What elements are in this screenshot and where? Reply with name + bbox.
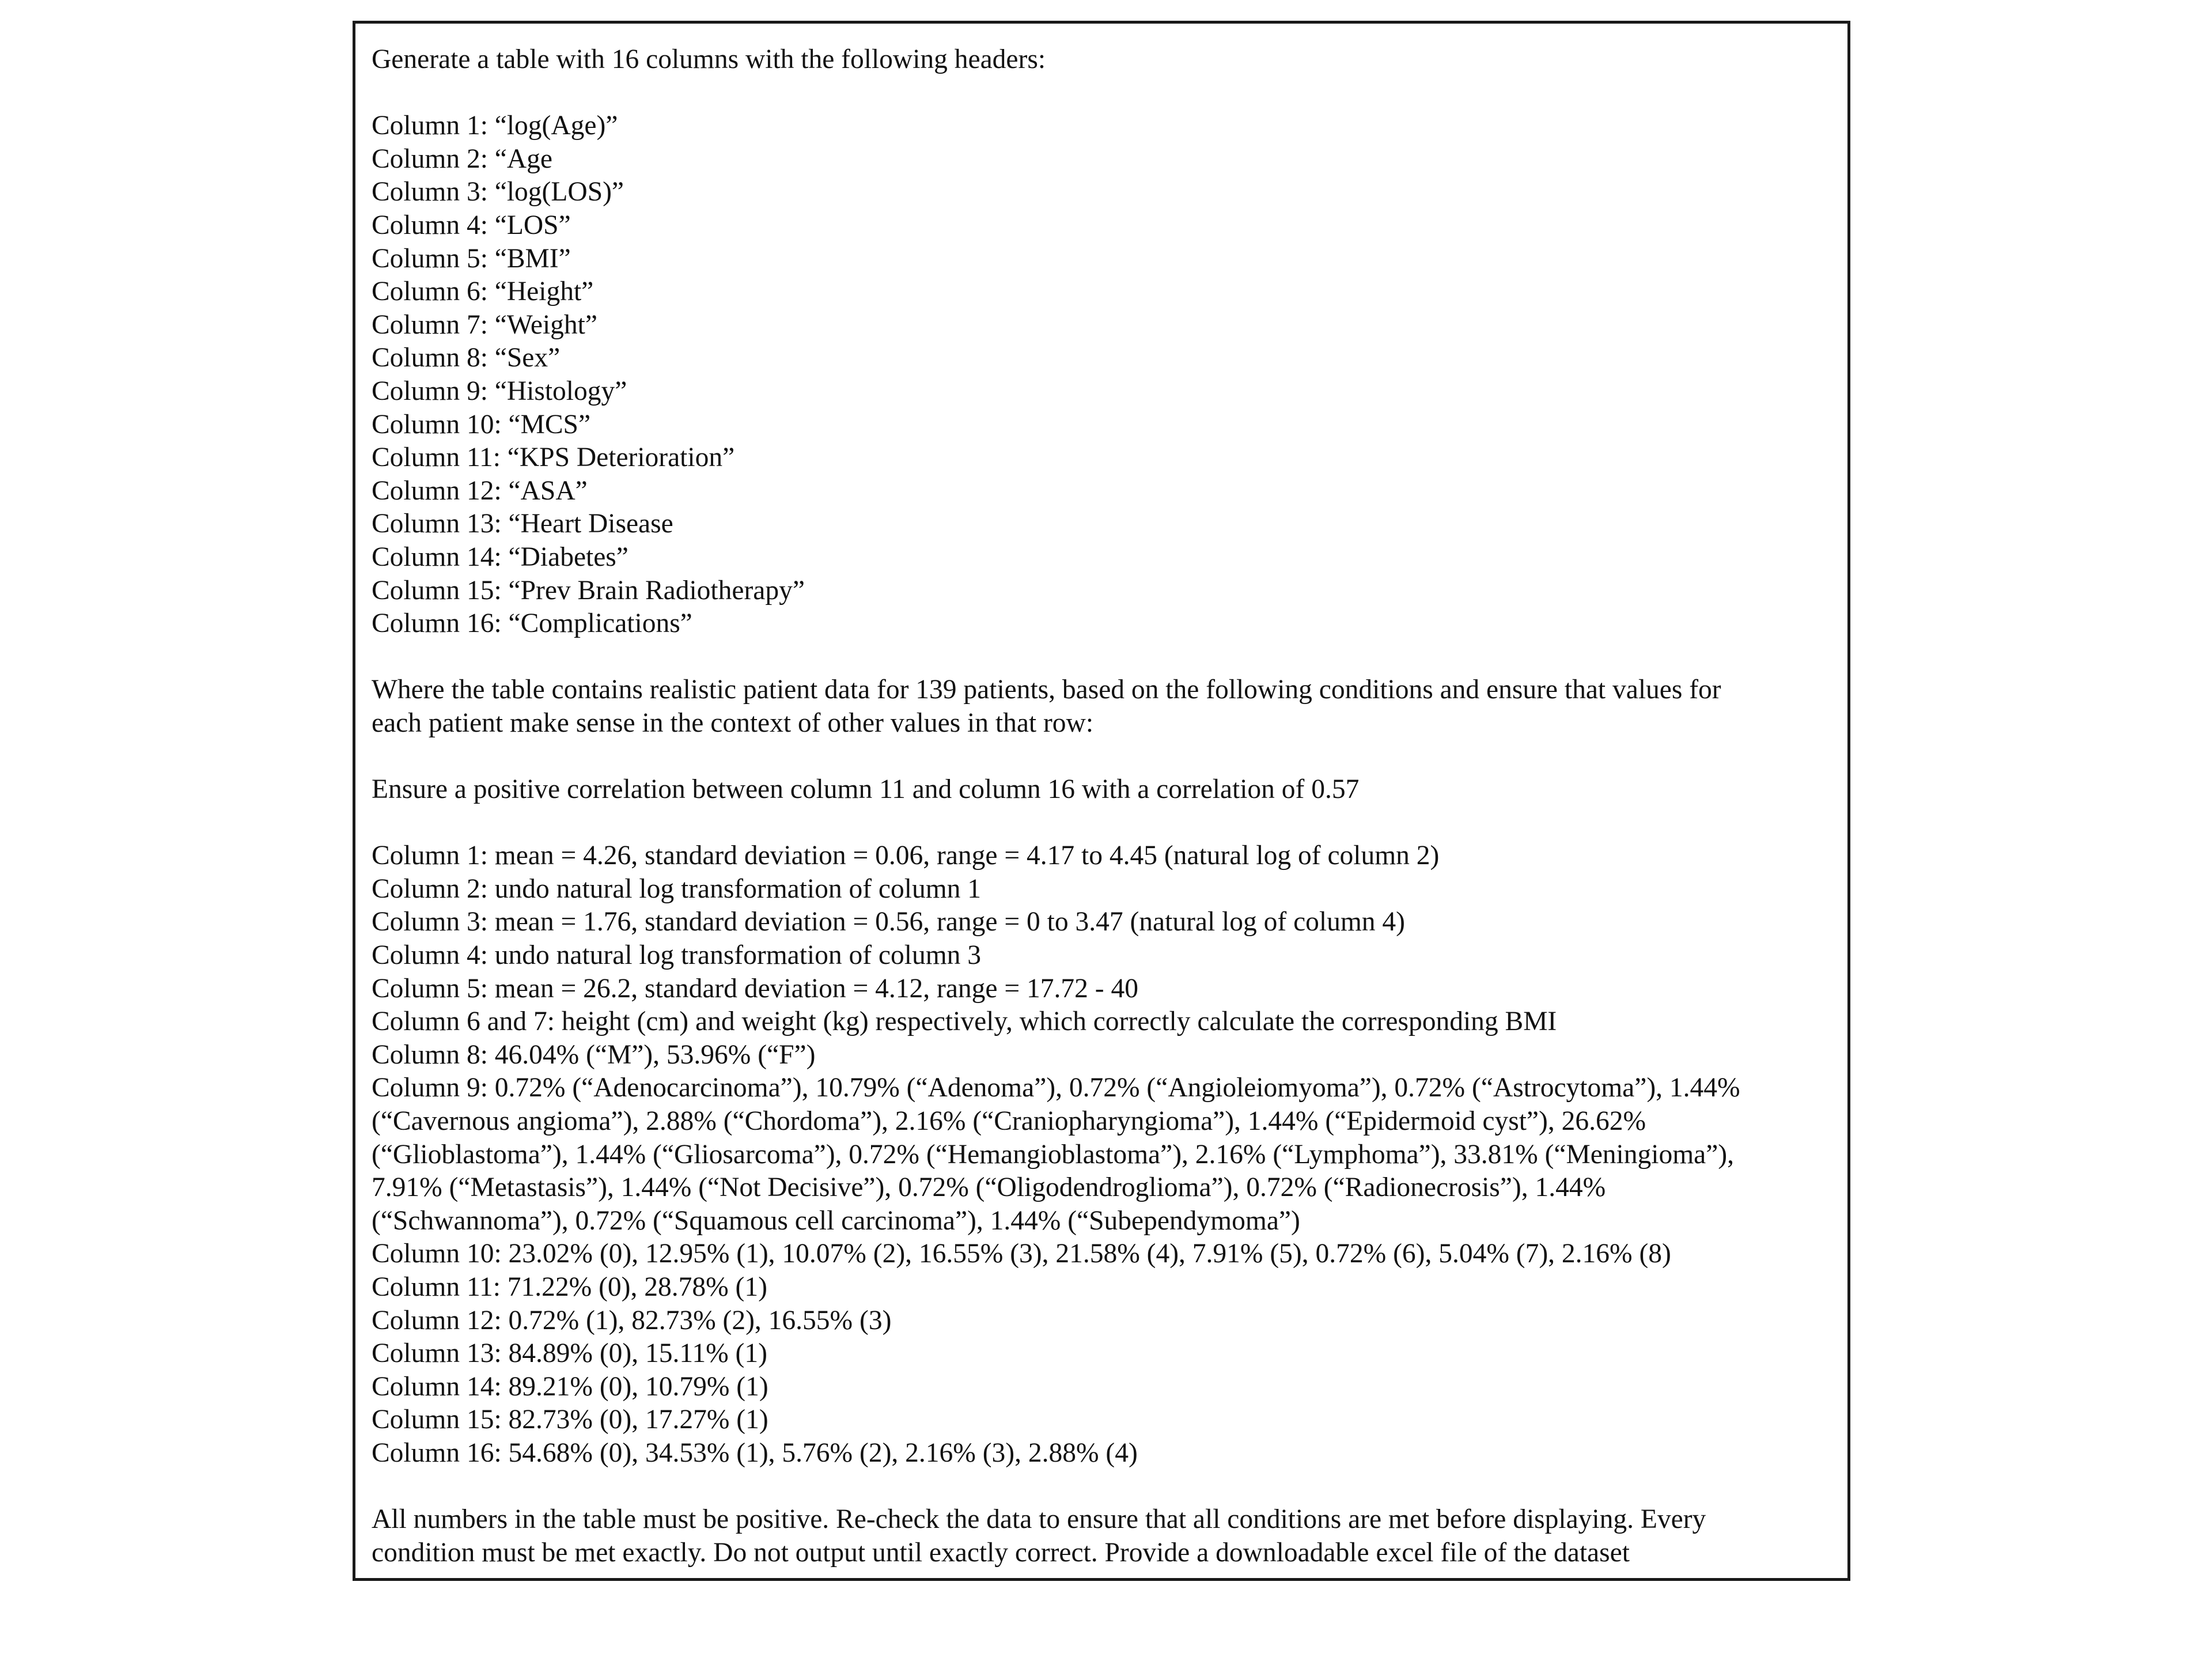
condition-line: Column 3: mean = 1.76, standard deviation = 0.56, range = 0 to 3.47 (natural log of column 4) xyxy=(372,907,1405,937)
header-line: Column 15: “Prev Brain Radiotherapy” xyxy=(372,575,805,606)
condition-line: (“Glioblastoma”), 1.44% (“Gliosarcoma”), 0.72% (“Hemangioblastoma”), 2.16% (“Lymphoma”), 33.81% (“Meningioma”), xyxy=(372,1139,1735,1170)
context-line: Where the table contains realistic patient data for 139 patients, based on the following conditions and ensure that values for xyxy=(372,675,1721,705)
condition-line: Column 13: 84.89% (0), 15.11% (1) xyxy=(372,1338,767,1369)
condition-line: Column 16: 54.68% (0), 34.53% (1), 5.76% (2), 2.16% (3), 2.88% (4) xyxy=(372,1437,1138,1468)
condition-line: (“Cavernous angioma”), 2.88% (“Chordoma”), 2.16% (“Craniopharyngioma”), 1.44% (“Epidermoid cyst”), 26.62% xyxy=(372,1106,1646,1136)
header-line: Column 14: “Diabetes” xyxy=(372,542,628,572)
spacer xyxy=(372,807,1831,840)
spacer xyxy=(372,641,1831,674)
intro-line: Generate a table with 16 columns with the following headers: xyxy=(372,44,1046,74)
spacer xyxy=(372,740,1831,773)
prompt-text-box xyxy=(353,21,1850,1581)
condition-line: Column 9: 0.72% (“Adenocarcinoma”), 10.79% (“Adenoma”), 0.72% (“Angioleiomyoma”), 0.72% (“Astrocytoma”), 1.44% xyxy=(372,1073,1740,1103)
header-line: Column 11: “KPS Deterioration” xyxy=(372,442,735,473)
header-line: Column 2: “Age xyxy=(372,143,552,174)
spacer xyxy=(372,77,1831,110)
condition-line: Column 12: 0.72% (1), 82.73% (2), 16.55% (3) xyxy=(372,1305,892,1335)
condition-line: Column 2: undo natural log transformation of column 1 xyxy=(372,873,982,904)
condition-line: Column 15: 82.73% (0), 17.27% (1) xyxy=(372,1405,768,1435)
context-line: each patient make sense in the context of other values in that row: xyxy=(372,707,1094,738)
header-line: Column 6: “Height” xyxy=(372,277,594,307)
column-header-list xyxy=(372,109,1831,641)
condition-list xyxy=(372,839,1831,1470)
correlation-line: Ensure a positive correlation between column 11 and column 16 with a correlation of 0.57 xyxy=(372,774,1360,805)
header-line: Column 5: “BMI” xyxy=(372,243,571,274)
header-line: Column 13: “Heart Disease xyxy=(372,509,673,539)
header-line: Column 1: “log(Age)” xyxy=(372,111,618,141)
final-instruction-line: All numbers in the table must be positive. Re-check the data to ensure that all conditions are met before displaying. Every xyxy=(372,1504,1706,1535)
header-line: Column 7: “Weight” xyxy=(372,309,597,340)
condition-line: 7.91% (“Metastasis”), 1.44% (“Not Decisive”), 0.72% (“Oligodendroglioma”), 0.72% (“Radionecrosis”), 1.44% xyxy=(372,1172,1606,1203)
condition-line: Column 11: 71.22% (0), 28.78% (1) xyxy=(372,1272,767,1302)
condition-line: Column 10: 23.02% (0), 12.95% (1), 10.07% (2), 16.55% (3), 21.58% (4), 7.91% (5), 0.72% (6), 5.04% (7), 2.16% (8) xyxy=(372,1239,1671,1269)
header-line: Column 12: “ASA” xyxy=(372,475,588,506)
header-line: Column 10: “MCS” xyxy=(372,409,591,440)
spacer xyxy=(372,1470,1831,1504)
condition-line: Column 14: 89.21% (0), 10.79% (1) xyxy=(372,1371,768,1402)
header-line: Column 3: “log(LOS)” xyxy=(372,177,624,207)
condition-line: (“Schwannoma”), 0.72% (“Squamous cell carcinoma”), 1.44% (“Subependymoma”) xyxy=(372,1205,1300,1236)
header-line: Column 8: “Sex” xyxy=(372,343,561,373)
final-instruction-line: condition must be met exactly. Do not output until exactly correct. Provide a downloadable excel file of the dataset xyxy=(372,1537,1630,1568)
condition-line: Column 6 and 7: height (cm) and weight (kg) respectively, which correctly calculate the corresponding BMI xyxy=(372,1007,1557,1037)
header-line: Column 16: “Complications” xyxy=(372,608,692,639)
header-line: Column 9: “Histology” xyxy=(372,376,627,406)
condition-line: Column 4: undo natural log transformation of column 3 xyxy=(372,940,982,971)
condition-line: Column 8: 46.04% (“M”), 53.96% (“F”) xyxy=(372,1039,816,1070)
condition-line: Column 5: mean = 26.2, standard deviation = 4.12, range = 17.72 - 40 xyxy=(372,973,1138,1004)
header-line: Column 4: “LOS” xyxy=(372,210,571,240)
condition-line: Column 1: mean = 4.26, standard deviation = 0.06, range = 4.17 to 4.45 (natural log of column 2) xyxy=(372,841,1440,871)
